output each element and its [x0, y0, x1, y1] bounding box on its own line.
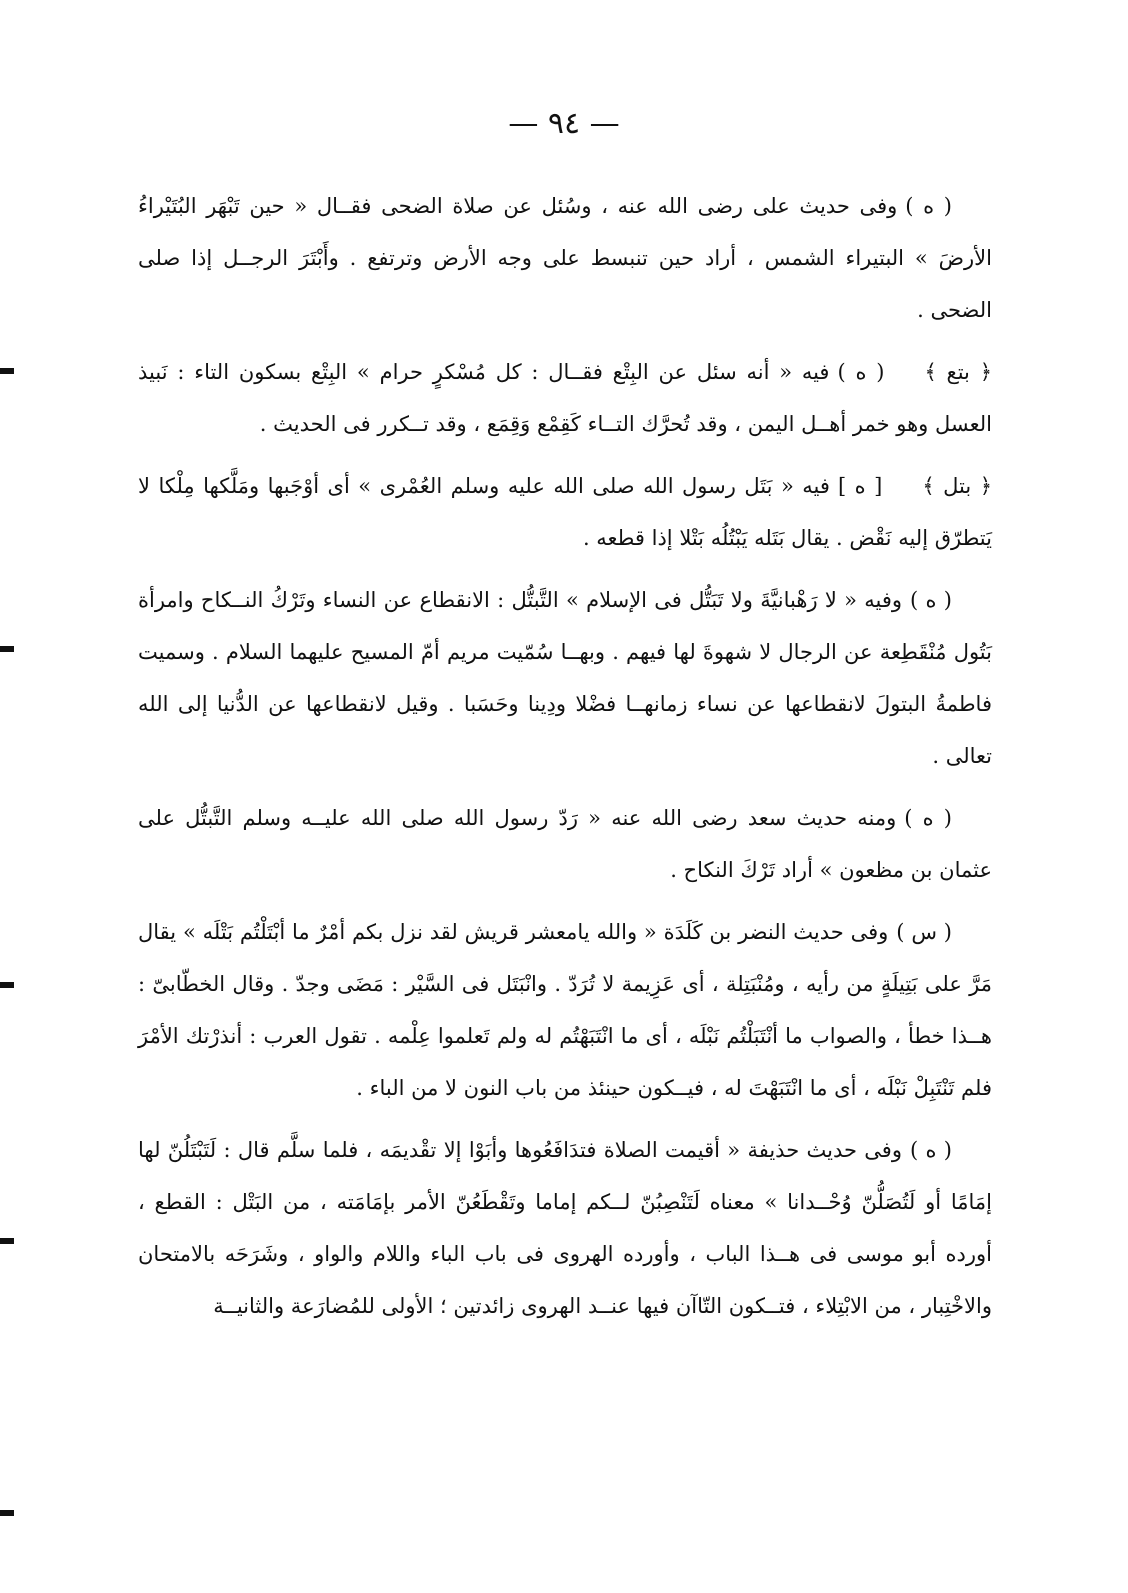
entry-paragraph: [138, 346, 992, 450]
headword: ﴿ بتل ﴾: [922, 474, 992, 498]
headword: ﴿ بتع ﴾: [924, 360, 992, 384]
source-marker: ( ه ): [909, 1138, 952, 1162]
entry-paragraph: [138, 460, 992, 564]
entry-paragraph: [138, 792, 992, 896]
scan-edge-mark: [0, 646, 14, 652]
source-marker: ( س ): [896, 920, 952, 944]
page-number: — ٩٤ —: [508, 106, 620, 141]
paragraph-text: فيه « بَتَل رسول الله صلى الله عليه وسلم العُمْرى » أى أوْجَبها ومَلَّكها مِلْكا لا يَتطرّق إليه نَقْض . يقال بَتَله يَبْتُلُه بَتْلا إذا قطعه .: [138, 474, 992, 550]
source-marker: ( ه ): [905, 194, 952, 218]
paragraph-text: ومنه حديث سعد رضى الله عنه « رَدّ رسول الله صلى الله عليــه وسلم التَّبتُّل على عثمان بن مظعون » أراد تَرْكَ النكاح .: [138, 806, 992, 882]
entry-paragraph: [138, 1124, 992, 1332]
source-marker: ( ه ): [837, 360, 885, 384]
scan-edge-mark: [0, 1238, 14, 1244]
paragraph-text: فيه « أنه سئل عن البِتْع فقــال : كل مُسْكرٍ حرام » البِتْع بسكون التاء : نَبيذ العسل وهو خمر أهــل اليمن ، وقد تُحرَّك التــاء كَقِمْع وَقِمَع ، وقد تــكرر فى الحديث .: [138, 360, 992, 436]
paragraph-text: وفى حديث النضر بن كَلَدَة « والله يامعشر قريش لقد نزل بكم أمْرٌ ما أبْتَلْتُم بَتْلَه » يقال مَرَّ على بَتِيلَةٍ من رأيه ، ومُنْبَتِلة ، أى عَزِيمة لا تُرَدّ . وانْبَتَل فى السَّيْر : مَضَى وجدّ . وقال الخطّابىّ : هــذا خطأ ، والصواب ما أنْتَبَلْتُم نَبْلَه ، أى ما انْتَبَهْتُم له ولم تَعلموا عِلْمه . تقول العرب : أنذرْتك الأمْرَ فلم تَنْتَبِلْ نَبْلَه ، أى ما انْتَبَهْتَ له ، فيــكون حينئذ من باب النون لا من الباء .: [138, 920, 992, 1100]
source-marker: [ ه ]: [837, 474, 883, 498]
page-body: [138, 180, 992, 1342]
scan-edge-mark: [0, 982, 14, 988]
paragraph-text: وفيه « لا رَهْبانيَّةَ ولا تَبَتُّل فى الإسلام » التَّبتُّل : الانقطاع عن النساء وتَرْكُ النــكاح وامرأة بَتُول مُنْقَطِعة عن الرجال لا شهوةَ لها فيهم . وبهــا سُمّيت مريم أمّ المسيح عليهما السلام . وسميت فاطمةُ البتولَ لانقطاعها عن نساء زمانهــا فضْلا ودِينا وحَسَبا . وقيل لانقطاعها عن الدُّنيا إلى الله تعالى .: [138, 588, 992, 768]
scan-edge-mark: [0, 368, 14, 374]
source-marker: ( ه ): [904, 806, 952, 830]
entry-paragraph: [138, 906, 992, 1114]
scan-edge-mark: [0, 1510, 14, 1516]
paragraph-text: وفى حديث على رضى الله عنه ، وسُئل عن صلاة الضحى فقــال « حين تَبْهَر البُتَيْراءُ الأرضَ » البتيراء الشمس ، أراد حين تنبسط على وجه الأرض وترتفع . وأَبْتَرَ الرجــل إذا صلى الضحى .: [138, 194, 992, 322]
entry-paragraph: [138, 180, 992, 336]
entry-paragraph: [138, 574, 992, 782]
source-marker: ( ه ): [910, 588, 952, 612]
paragraph-text: وفى حديث حذيفة « أقيمت الصلاة فتدَافَعُوها وأبَوْا إلا تقْديمَه ، فلما سلَّم قال : لَتَبْتَلُنّ لها إمَامًا أو لَتُصَلُّنّ وُحْــدانا » معناه لَتَنْصِبُنّ لــكم إماما وتَقْطَعُنّ الأمر بإمَامَته ، من البَتْل : القطع ، أورده أبو موسى فى هــذا الباب ، وأورده الهروى فى باب الباء واللام والواو ، وشَرَحَه بالامتحان والاخْتِبار ، من الابْتِلاء ، فتــكون التّاآن فيها عنــد الهروى زائدتين ؛ الأولى للمُضارَعة والثانيــة: [138, 1138, 992, 1318]
